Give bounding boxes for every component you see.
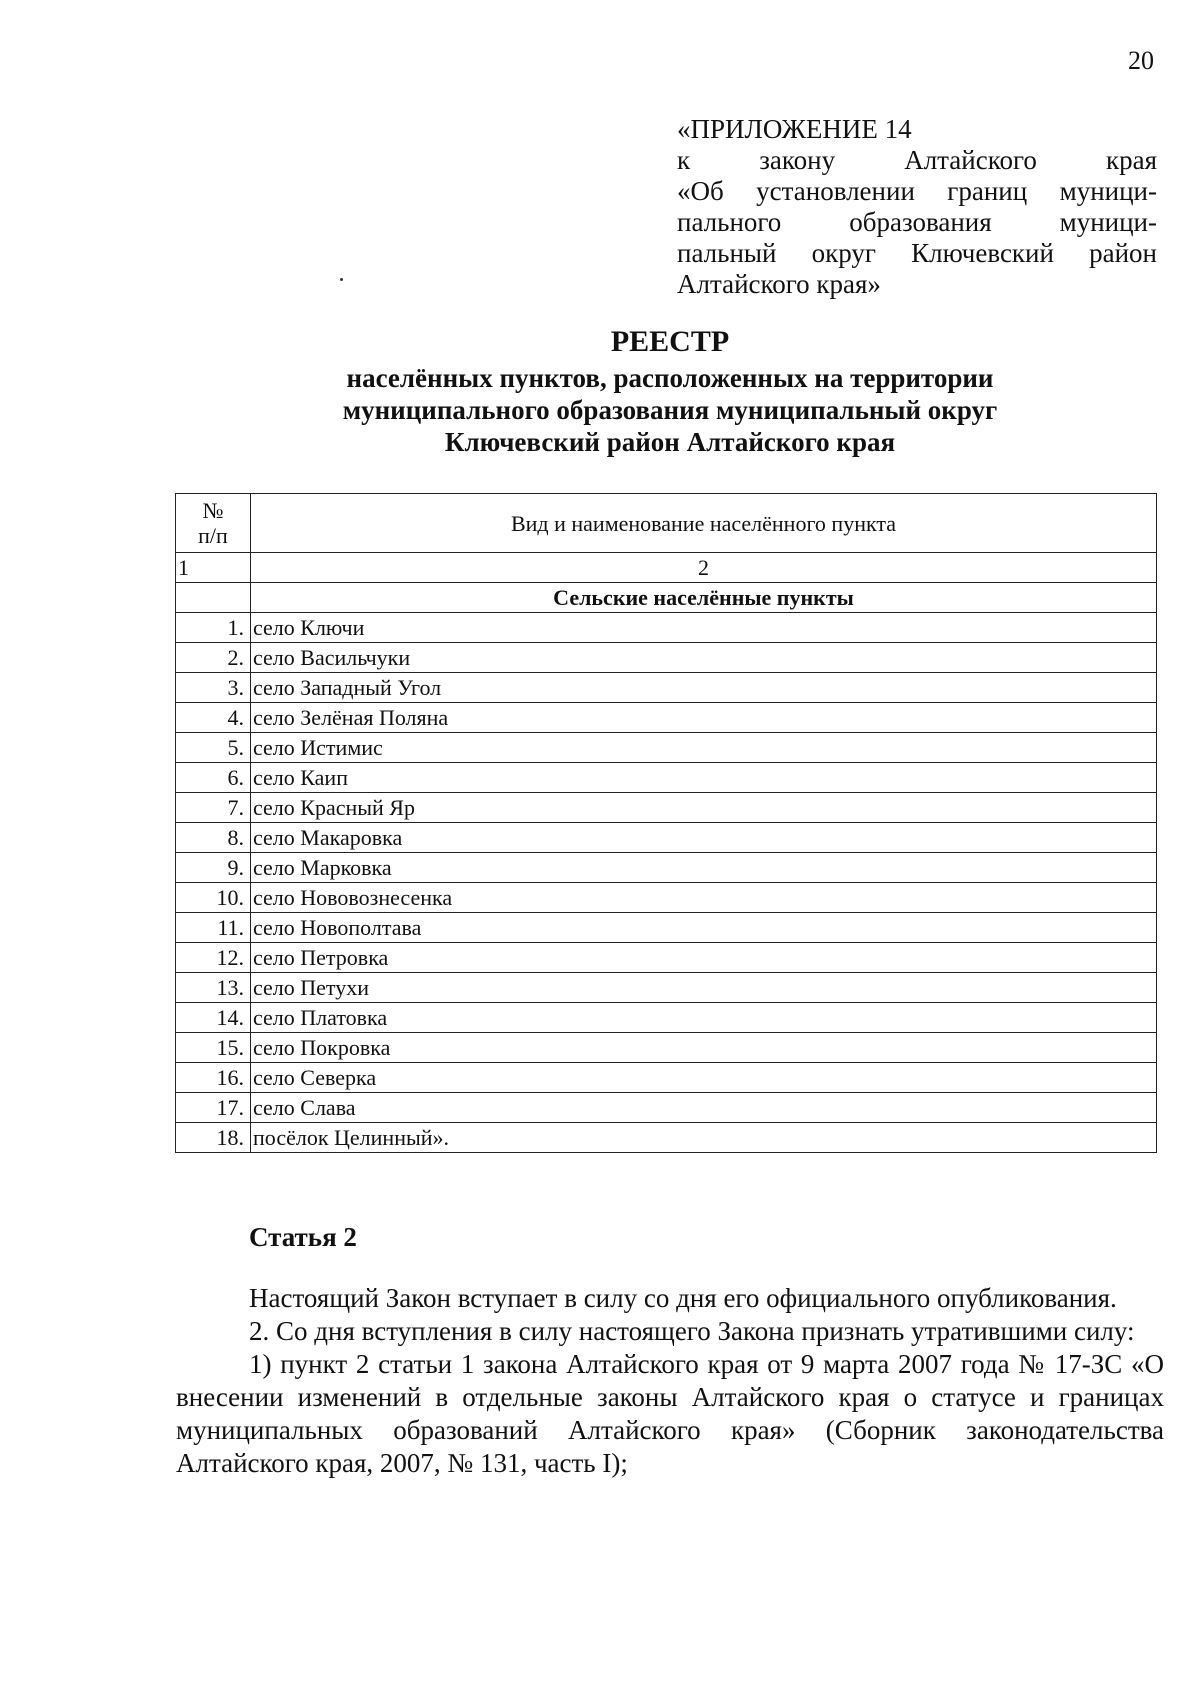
table-row — [176, 1033, 1157, 1063]
table-row — [176, 733, 1157, 763]
table-row — [176, 793, 1157, 823]
table-row — [176, 763, 1157, 793]
table-row — [176, 613, 1157, 643]
scan-speck — [340, 278, 343, 281]
table-row — [176, 913, 1157, 943]
appendix-header — [677, 114, 1157, 300]
column-number-1: 1 — [176, 553, 251, 583]
section-empty-cell — [176, 583, 251, 613]
settlements-table — [175, 493, 1157, 1153]
registry-heading: РЕЕСТР — [610, 325, 730, 358]
article-body — [176, 1282, 1164, 1480]
settlement-name: село Марковка — [251, 853, 1157, 883]
column-number-row — [176, 553, 1157, 583]
table-row — [176, 1093, 1157, 1123]
appendix-line: пального образования муници- — [677, 207, 1157, 237]
appendix-line: Алтайского края» — [677, 269, 881, 299]
header-num-abbrev: п/п — [198, 523, 228, 548]
row-number: 10. — [176, 883, 251, 913]
row-number: 2. — [176, 643, 251, 673]
row-number: 18. — [176, 1123, 251, 1153]
table-row — [176, 823, 1157, 853]
settlement-name: село Слава — [251, 1093, 1157, 1123]
table-row — [176, 1063, 1157, 1093]
row-number: 8. — [176, 823, 251, 853]
registry-subtitle-line: населённых пунктов, расположенных на территории — [346, 363, 994, 393]
settlement-name: село Ключи — [251, 613, 1157, 643]
row-number: 9. — [176, 853, 251, 883]
table-row — [176, 883, 1157, 913]
table-row — [176, 943, 1157, 973]
row-number: 17. — [176, 1093, 251, 1123]
settlement-name: село Западный Угол — [251, 673, 1157, 703]
settlement-name: село Нововознесенка — [251, 883, 1157, 913]
article-paragraph: 2. Со дня вступления в силу настоящего Закона признать утратившими силу: — [249, 1316, 1135, 1346]
header-num-cell — [176, 494, 251, 553]
page-number: 20 — [1128, 46, 1154, 75]
appendix-line: «ПРИЛОЖЕНИЕ 14 — [677, 114, 912, 144]
row-number: 13. — [176, 973, 251, 1003]
appendix-line: пальный округ Ключевский район — [677, 238, 1157, 268]
settlement-name: село Новополтава — [251, 913, 1157, 943]
settlement-name: село Зелёная Поляна — [251, 703, 1157, 733]
settlement-name: село Северка — [251, 1063, 1157, 1093]
registry-title — [170, 326, 1170, 458]
settlement-name: село Петухи — [251, 973, 1157, 1003]
article-paragraph: 1) пункт 2 статьи 1 закона Алтайского края от 9 марта 2007 года № 17-ЗС «О внесении изменений в отдельные законы Алтайского края о статусе и границах муниципальных образований Алтайского края» (Сборник законодательства Алтайского края, 2007, № 131, часть I); — [176, 1349, 1164, 1478]
section-row — [176, 583, 1157, 613]
appendix-line: к закону Алтайского края — [677, 145, 1157, 175]
settlement-name: село Покровка — [251, 1033, 1157, 1063]
settlement-name: село Петровка — [251, 943, 1157, 973]
table-row — [176, 673, 1157, 703]
settlement-name: село Каип — [251, 763, 1157, 793]
settlement-name: посёлок Целинный». — [251, 1123, 1157, 1153]
section-title: Сельские населённые пункты — [251, 583, 1157, 613]
table-row — [176, 973, 1157, 1003]
row-number: 5. — [176, 733, 251, 763]
row-number: 6. — [176, 763, 251, 793]
row-number: 3. — [176, 673, 251, 703]
settlement-name: село Истимис — [251, 733, 1157, 763]
row-number: 15. — [176, 1033, 251, 1063]
settlement-name: село Васильчуки — [251, 643, 1157, 673]
table-row — [176, 853, 1157, 883]
article-paragraph: Настоящий Закон вступает в силу со дня его официального опубликования. — [249, 1283, 1117, 1313]
row-number: 16. — [176, 1063, 251, 1093]
row-number: 7. — [176, 793, 251, 823]
registry-subtitle-line: Ключевский район Алтайского края — [444, 427, 896, 457]
table-header-row — [176, 494, 1157, 553]
header-name-cell: Вид и наименование населённого пункта — [251, 494, 1157, 553]
settlement-name: село Платовка — [251, 1003, 1157, 1033]
row-number: 1. — [176, 613, 251, 643]
row-number: 14. — [176, 1003, 251, 1033]
settlement-name: село Красный Яр — [251, 793, 1157, 823]
row-number: 12. — [176, 943, 251, 973]
settlement-name: село Макаровка — [251, 823, 1157, 853]
table-row — [176, 1123, 1157, 1153]
header-num-symbol: № — [202, 498, 224, 523]
column-number-2: 2 — [251, 553, 1157, 583]
row-number: 4. — [176, 703, 251, 733]
table-row — [176, 703, 1157, 733]
row-number: 11. — [176, 913, 251, 943]
table-row — [176, 643, 1157, 673]
article-title: Статья 2 — [249, 1222, 357, 1252]
appendix-line: «Об установлении границ муници- — [677, 176, 1157, 206]
table-row — [176, 1003, 1157, 1033]
registry-subtitle-line: муниципального образования муниципальный округ — [342, 395, 998, 425]
